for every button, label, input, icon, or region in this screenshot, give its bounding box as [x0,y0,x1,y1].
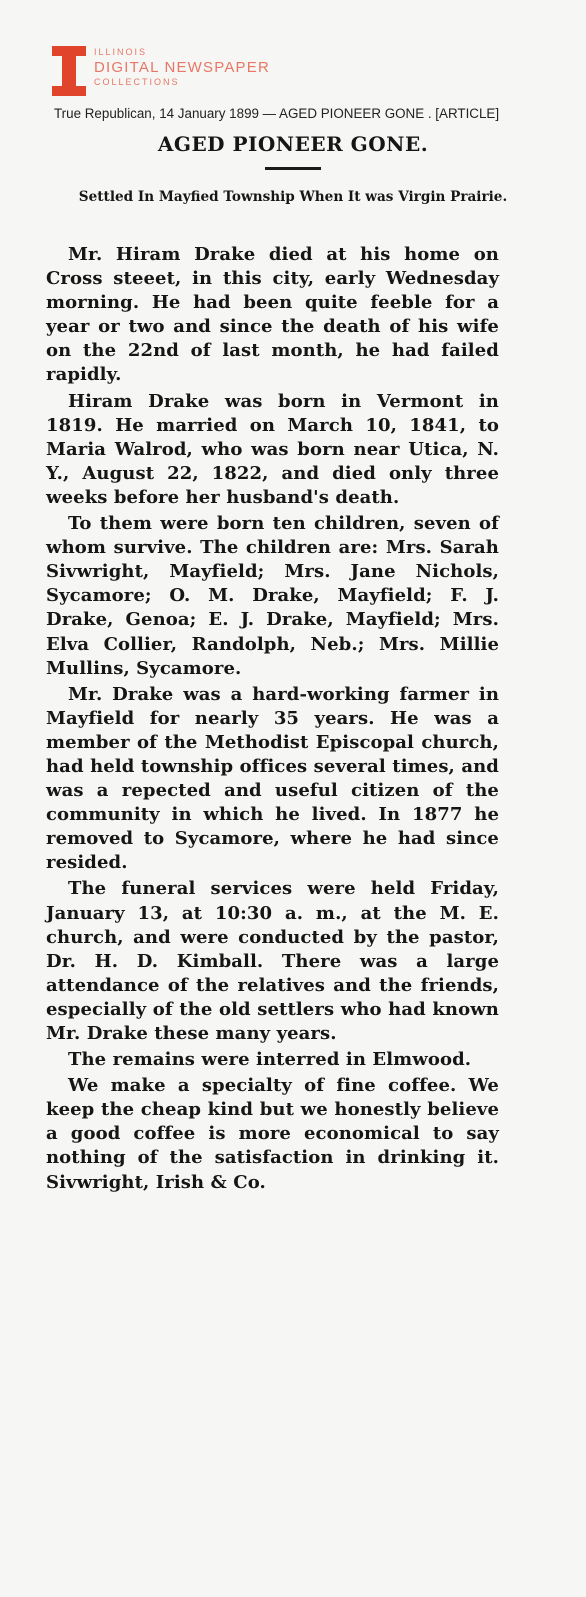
collection-logo [52,46,270,96]
article-body [46,243,499,1197]
headline-rule [265,167,321,170]
logo-wordmark [94,46,270,87]
logo-line-3: COLLECTIONS [94,77,180,87]
article-paragraph: We make a specialty of fine coffee. We keep the cheap kind but we honestly believe a good coffee is more economical to say nothing of the satisfaction in drinking it. Sivwright, Irish & Co. [46,1075,499,1193]
article-paragraph: The funeral services were held Friday, January 13, at 10:30 a. m., at the M. E. church, and were conducted by the pastor, Dr. H. D. Kimball. There was a large attendance of the relatives and the friends, especially of the old settlers who had known Mr. Drake these many years. [46,878,499,1044]
article-paragraph: Hiram Drake was born in Vermont in 1819. He married on March 10, 1841, to Maria Walrod, who was born near Utica, N. Y., August 22, 1822, and died only three weeks before her husband's death. [46,390,499,508]
article-subhead: Settled In Mayfied Township When It was Virgin Prairie. [78,189,508,205]
article-paragraph: Mr. Hiram Drake died at his home on Cross steeet, in this city, early Wednesday morning. He had been quite feeble for a year or two and since the death of his wife on the 22nd of last month, he had failed rapidly. [46,244,499,386]
illinois-i-logo-icon [52,46,86,96]
article-headline: AGED PIONEER GONE. [157,132,429,156]
article-paragraph: Mr. Drake was a hard-working farmer in Mayfield for nearly 35 years. He was a member of the Methodist Episcopal church, had held township offices several times, and was a repected and useful citizen of the community in which he lived. In 1877 he removed to Sycamore, where he had since resided. [46,683,499,874]
logo-line-2: DIGITAL NEWSPAPER [94,59,270,76]
article-paragraph: The remains were interred in Elmwood. [68,1049,472,1071]
article-paragraph: To them were born ten children, seven of whom survive. The children are: Mrs. Sarah Sivwright, Mayfield; Mrs. Jane Nichols, Sycamore; O. M. Drake, Mayfield; F. J. Drake, Genoa; E. J. Drake, Mayfield; Mrs. Elva Collier, Randolph, Neb.; Mrs. Millie Mullins, Sycamore. [46,513,499,679]
logo-line-1: ILLINOIS [94,47,148,57]
article-citation: True Republican, 14 January 1899 — AGED PIONEER GONE . [ARTICLE] [54,106,500,121]
